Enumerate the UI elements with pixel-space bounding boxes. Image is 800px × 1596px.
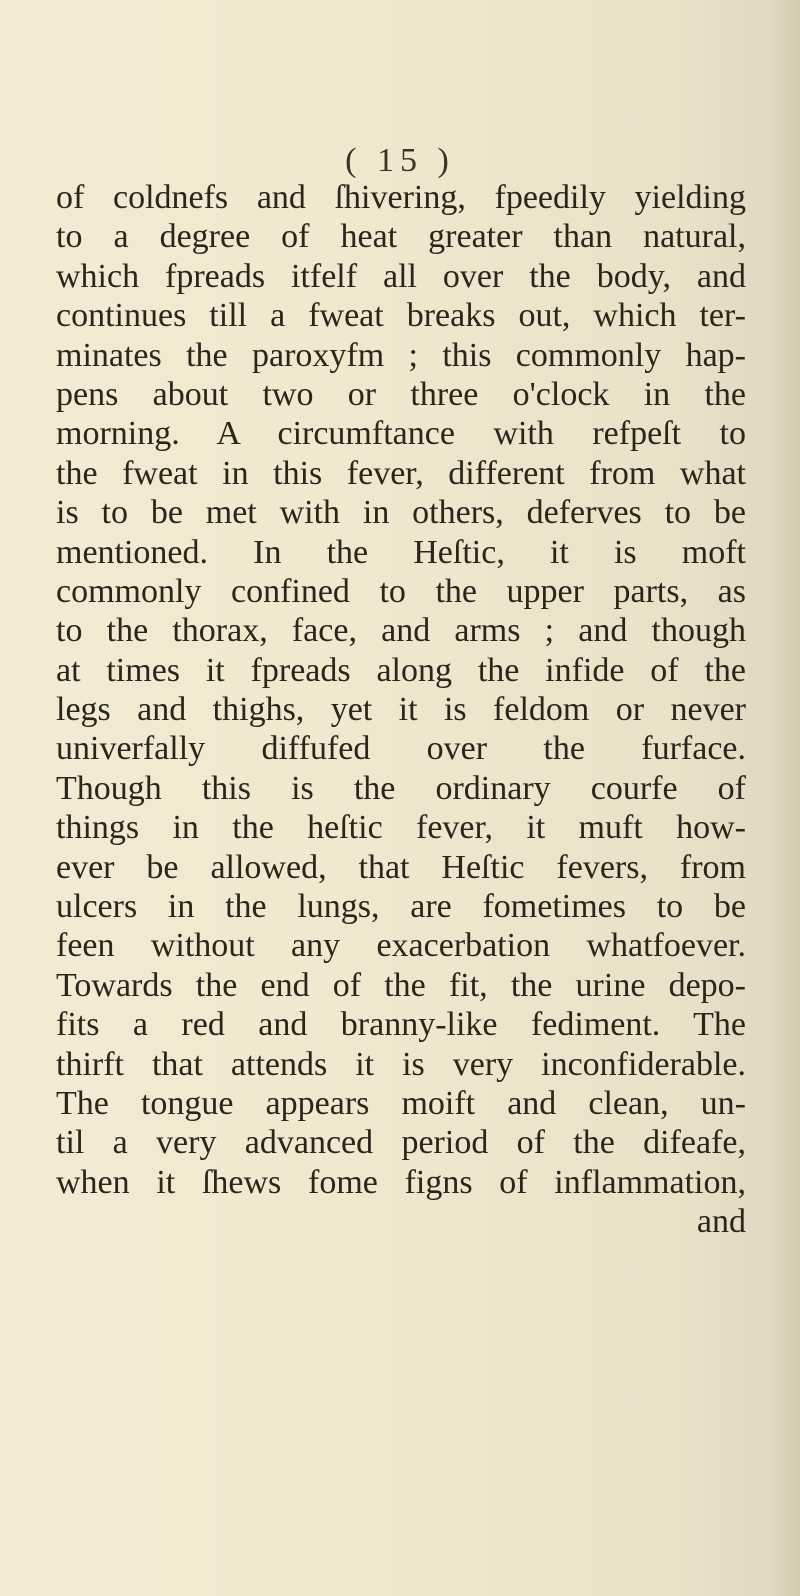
text-line: fits a red and branny-like fediment. The [56,1006,746,1044]
page-number: ( 15 ) [345,142,455,179]
catchword: and [696,1203,746,1241]
text-line: of coldnefs and ſhivering, fpeedily yielding [56,179,746,216]
text-line: things in the heſtic fever, it muft how- [56,809,746,847]
text-line: The tongue appears moift and clean, un- [56,1084,746,1122]
text-line: feen without any exacerbation whatfoever. [56,927,746,965]
text-line: minates the paroxyfm ; this commonly hap- [56,336,746,374]
text-line: til a very advanced period of the difeafe, [56,1124,746,1162]
body-text [56,178,746,1242]
text-line: pens about two or three o'clock in the [56,375,746,413]
text-line: morning. A circumftance with refpeſt to [56,415,746,453]
text-line: to the thorax, face, and arms ; and though [56,612,746,650]
text-line: at times it fpreads along the infide of the [56,651,746,689]
text-line: ever be allowed, that Heſtic fevers, from [56,848,746,886]
page-edge-shadow [770,0,800,1596]
text-line: thirft that attends it is very inconfiderable. [56,1045,746,1083]
text-line: continues till a fweat breaks out, which ter- [56,297,746,335]
text-line: to a degree of heat greater than natural, [56,218,746,256]
text-line: univerfally diffufed over the furface. [56,730,746,768]
text-line: mentioned. In the Heſtic, it is moft [56,533,746,571]
text-line: Towards the end of the fit, the urine depo- [56,966,746,1004]
text-line: Though this is the ordinary courfe of [56,769,746,807]
text-line: legs and thighs, yet it is feldom or never [56,691,746,729]
text-line: which fpreads itfelf all over the body, and [56,257,746,295]
text-line: when it ſhews fome figns of inflammation, [56,1163,746,1201]
text-line: the fweat in this fever, different from what [56,454,746,492]
text-line: ulcers in the lungs, are fometimes to be [56,888,746,926]
text-line: is to be met with in others, deferves to be [56,494,746,532]
text-line: commonly confined to the upper parts, as [56,572,746,610]
